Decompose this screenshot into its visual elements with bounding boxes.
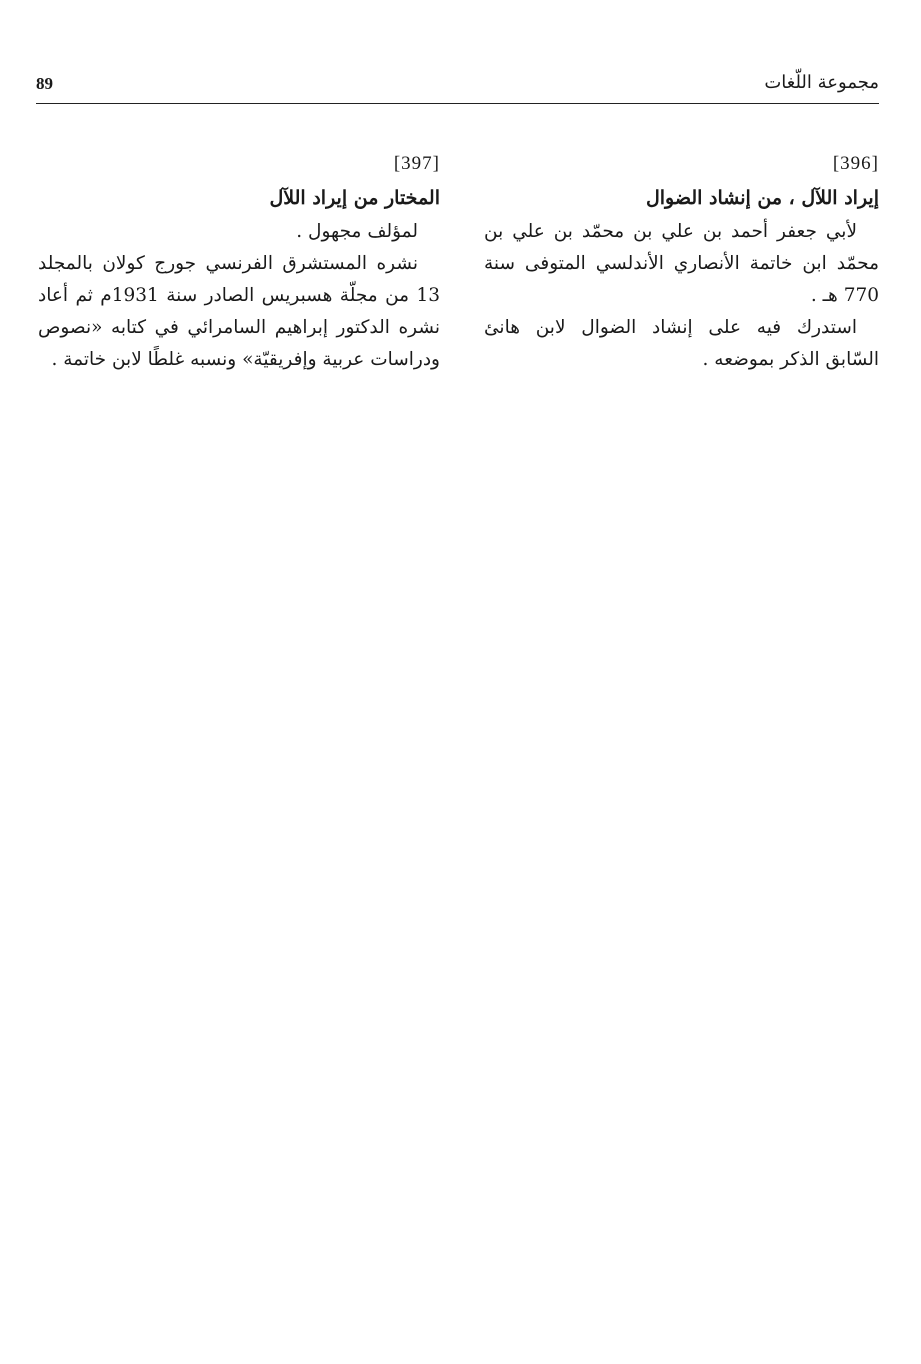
- entry-number: [396]: [832, 153, 879, 174]
- entry-author-paragraph: لمؤلف مجهول .: [296, 221, 418, 242]
- entry-397: [38, 148, 440, 376]
- running-title: مجموعة اللّغات: [764, 72, 879, 93]
- entry-author-paragraph: لأبي جعفر أحمد بن علي بن محمّد بن علي بن محمّد ابن خاتمة الأنصاري الأندلسي المتوفى سنة 770 هـ .: [484, 221, 879, 306]
- entry-title: المختار من إيراد اللآل: [269, 187, 440, 209]
- page-number: 89: [36, 74, 53, 93]
- page-header: [36, 68, 879, 100]
- entry-number: [397]: [393, 153, 440, 174]
- entry-396: [484, 148, 879, 376]
- entry-description-paragraph: نشره المستشرق الفرنسي جورج كولان بالمجلد 13 من مجلّة هسبريس الصادر سنة 1931م ثم أعاد نشره الدكتور إبراهيم السامرائي في كتابه «نصوص ودراسات عربية وإفريقيّة» ونسبه غلطًا لابن خاتمة .: [38, 253, 440, 370]
- entry-title: إيراد اللآل ، من إنشاد الضوال: [645, 187, 879, 209]
- header-rule: [36, 103, 879, 104]
- entry-description-paragraph: استدرك فيه على إنشاد الضوال لابن هانئ السّابق الذكر بموضعه .: [484, 317, 879, 370]
